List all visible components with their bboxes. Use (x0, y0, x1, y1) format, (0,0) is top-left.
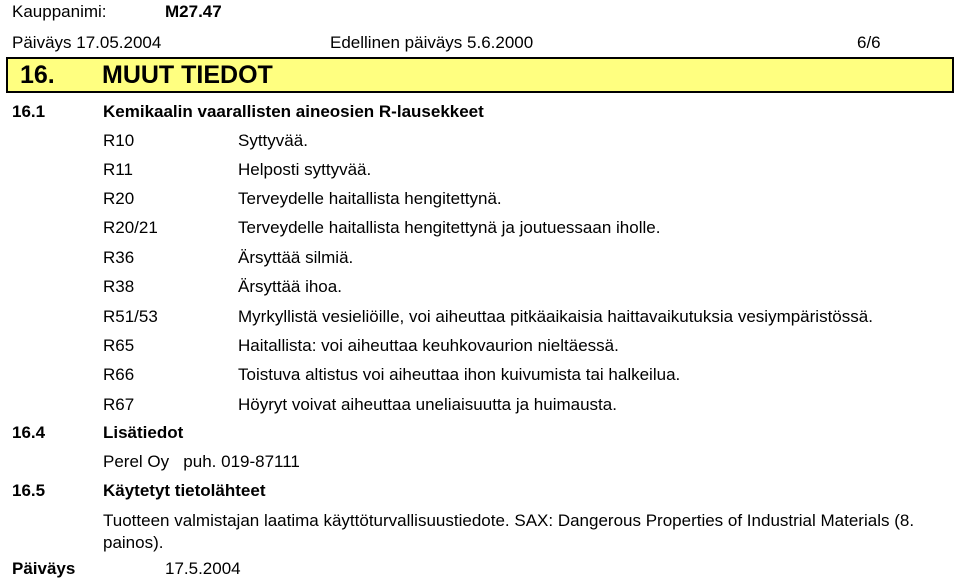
r-phrase-code: R20/21 (103, 218, 158, 237)
r-phrase-code: R38 (103, 277, 135, 296)
subsection-16-5-number: 16.5 (12, 481, 46, 500)
r-phrase-code: R67 (103, 395, 135, 414)
r-phrase-text: Ärsyttää silmiä. (238, 248, 354, 267)
subsection-16-5-title: Käytetyt tietolähteet (103, 481, 266, 500)
footer-date: 17.5.2004 (165, 559, 241, 578)
section-heading-bar (6, 57, 954, 93)
subsection-16-1-title: Kemikaalin vaarallisten aineosien R-lausekkeet (103, 102, 484, 121)
r-phrase-text: Ärsyttää ihoa. (238, 277, 342, 296)
r-phrase-text: Toistuva altistus voi aiheuttaa ihon kuivumista tai halkeilua. (238, 365, 681, 384)
r-phrase-text: Höyryt voivat aiheuttaa uneliaisuutta ja huimausta. (238, 395, 617, 414)
r-phrase-code: R51/53 (103, 307, 158, 326)
r-phrase-text: Syttyvää. (238, 131, 308, 150)
trade-name-value: M27.47 (165, 2, 222, 21)
r-phrase-code: R65 (103, 336, 135, 355)
document-date: Päiväys 17.05.2004 (12, 33, 162, 52)
additional-info-text: Perel Oy puh. 019-87111 (103, 452, 300, 471)
sources-text: Tuotteen valmistajan laatima käyttöturvallisuustiedote. SAX: Dangerous Properties of Industrial Materials (8. painos). (103, 511, 915, 552)
r-phrase-text: Myrkyllistä vesieliöille, voi aiheuttaa pitkäaikaisia haittavaikutuksia vesiympäristössä. (238, 307, 873, 326)
r-phrase-code: R11 (103, 160, 133, 179)
r-phrase-code: R20 (103, 189, 135, 208)
subsection-16-4-title: Lisätiedot (103, 423, 184, 442)
subsection-16-1-number: 16.1 (12, 102, 46, 121)
trade-name-label: Kauppanimi: (12, 2, 107, 21)
r-phrase-text: Haitallista: voi aiheuttaa keuhkovaurion nieltäessä. (238, 336, 619, 355)
section-title: MUUT TIEDOT (102, 61, 273, 89)
r-phrase-code: R10 (103, 131, 135, 150)
r-phrase-text: Helposti syttyvää. (238, 160, 372, 179)
r-phrase-code: R36 (103, 248, 135, 267)
subsection-16-4-number: 16.4 (12, 423, 46, 442)
r-phrase-code: R66 (103, 365, 135, 384)
footer-date-label: Päiväys (12, 559, 76, 578)
section-number: 16. (20, 61, 55, 89)
r-phrase-text: Terveydelle haitallista hengitettynä. (238, 189, 502, 208)
page-number: 6/6 (857, 33, 881, 52)
r-phrase-text: Terveydelle haitallista hengitettynä ja joutuessaan iholle. (238, 218, 661, 237)
previous-date: Edellinen päiväys 5.6.2000 (330, 33, 534, 52)
